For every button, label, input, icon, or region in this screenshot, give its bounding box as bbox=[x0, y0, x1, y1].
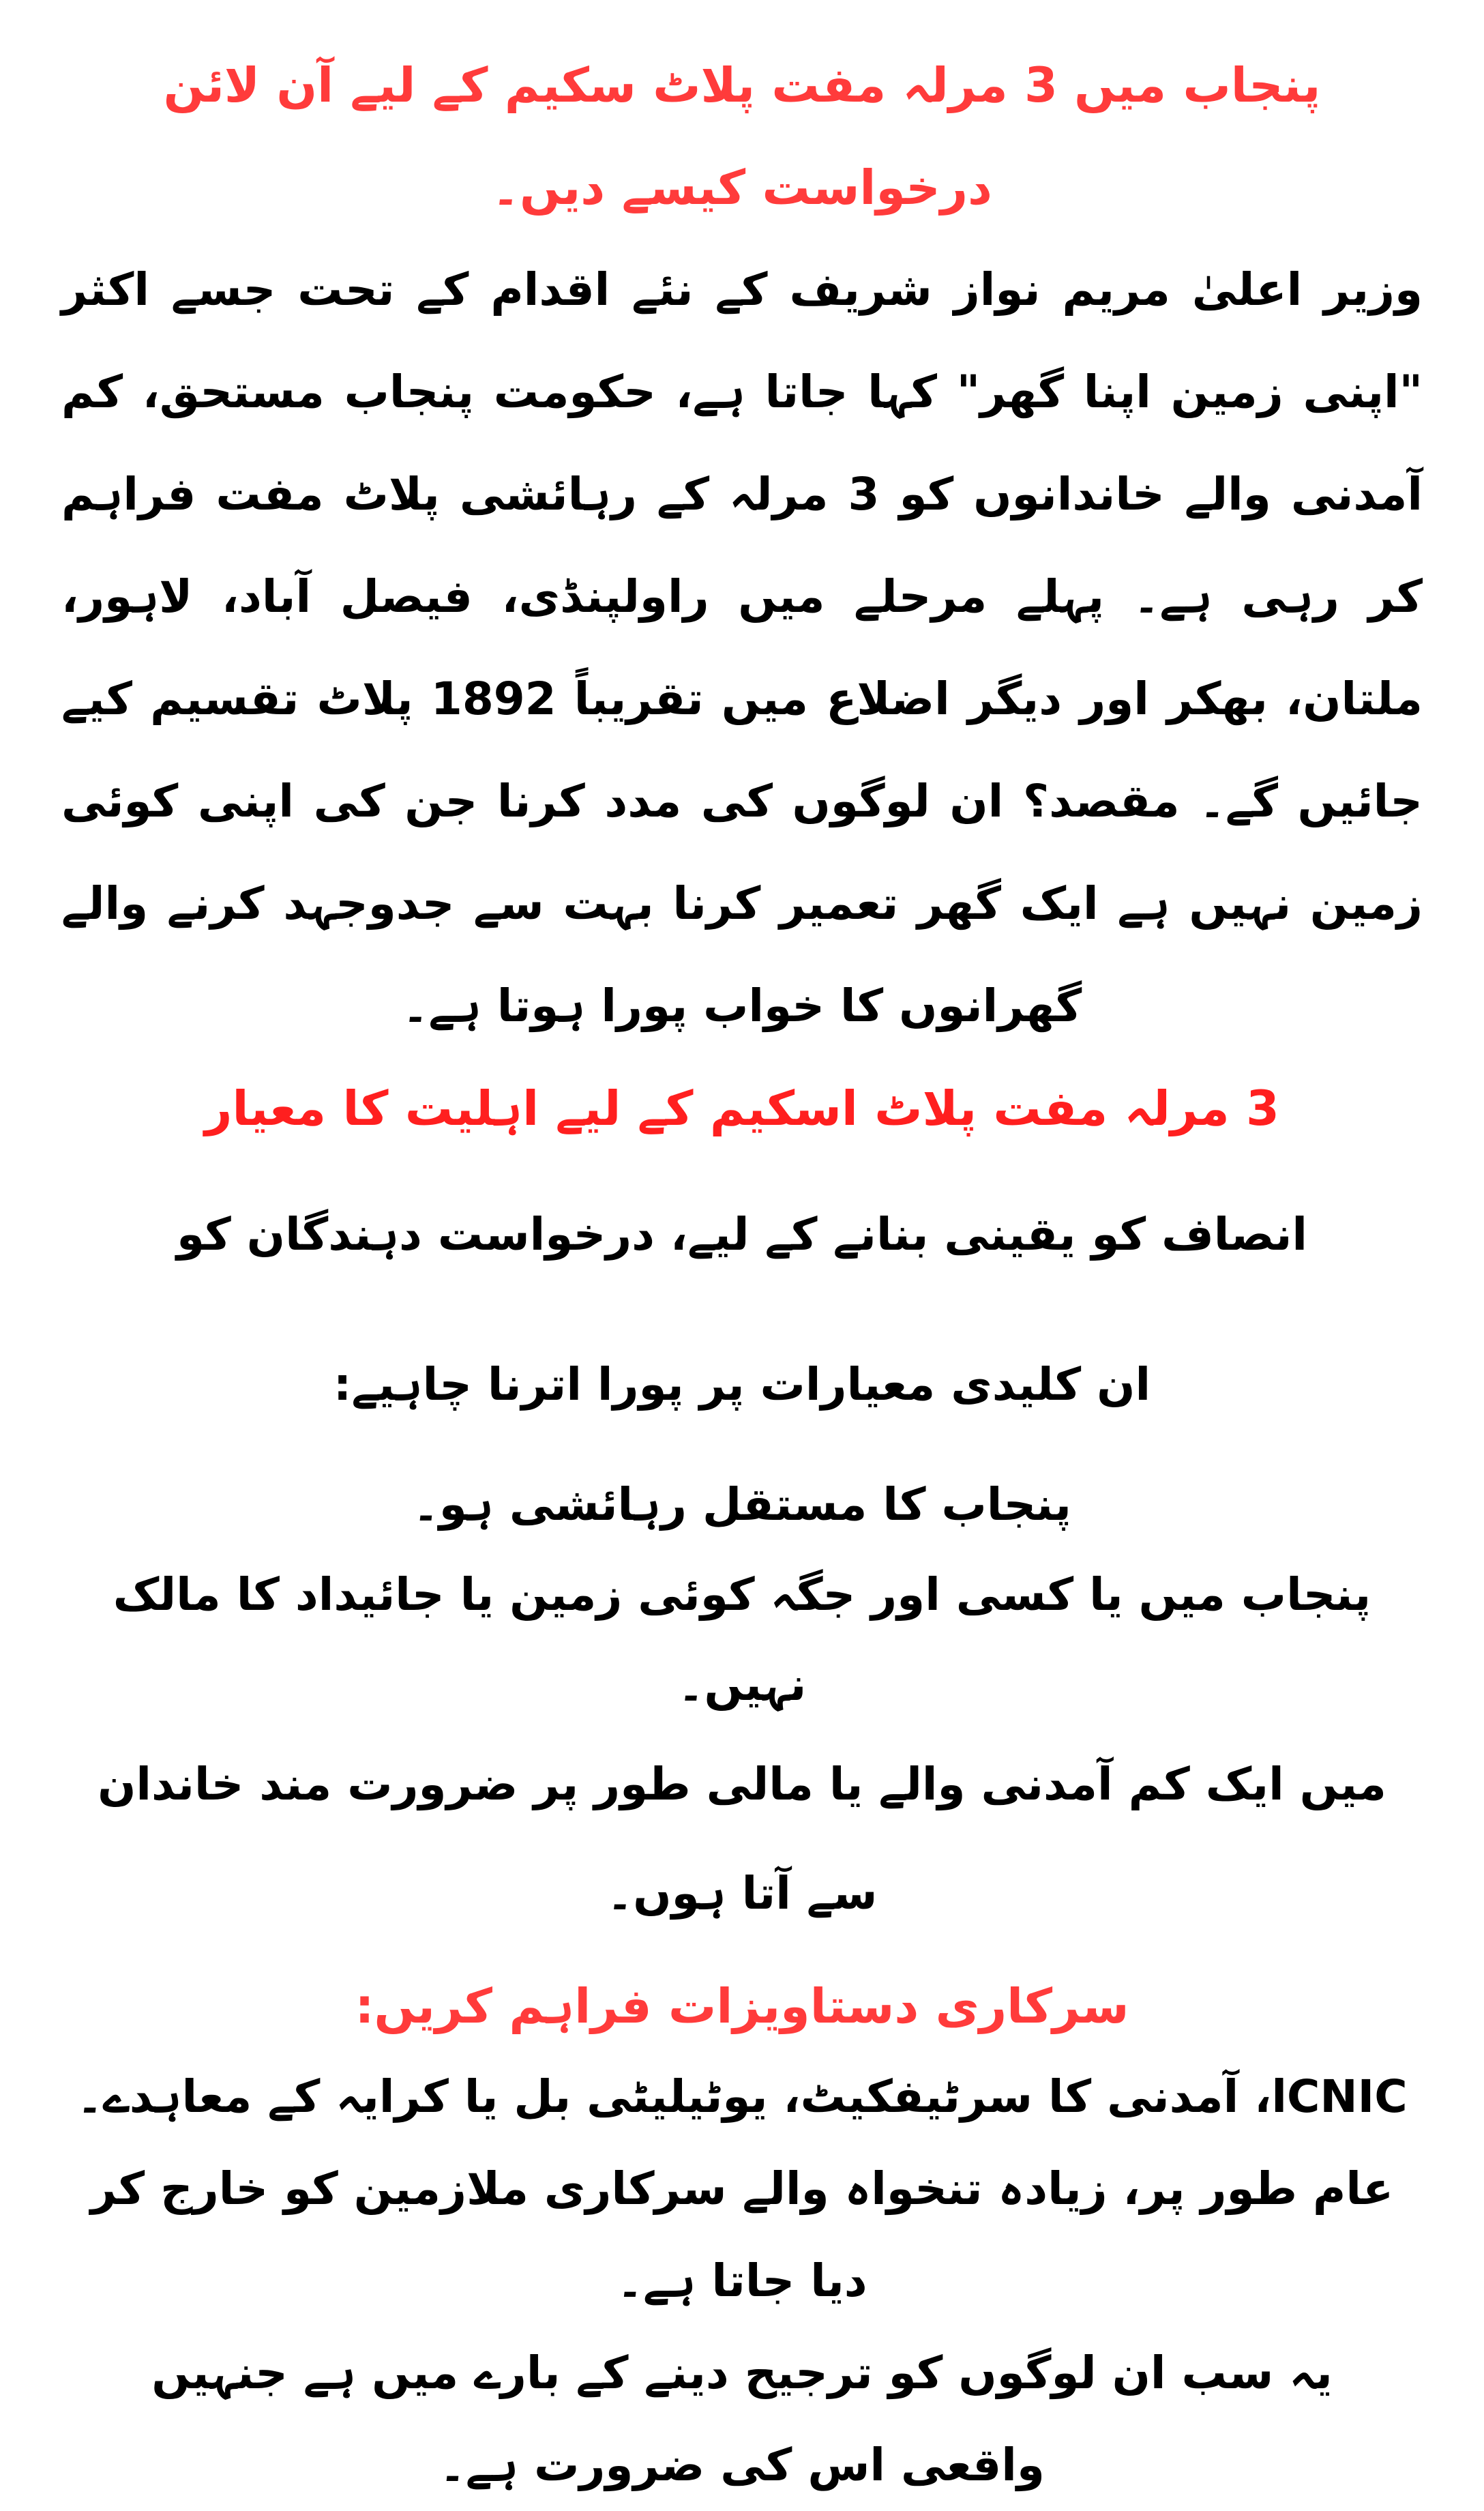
documents-line: CNICا، آمدنی کا سرٹیفکیٹ، یوٹیلیٹی بل یا کرایہ کے معاہدے۔ bbox=[76, 2070, 1408, 2123]
eligibility-item: میں ایک کم آمدنی والے یا مالی طور پر ضرورت مند خاندان سے آتا ہوں۔ bbox=[98, 1758, 1386, 1920]
eligibility-intro: انصاف کو یقینی بنانے کے لیے، درخواست دہندگان کو ان کلیدی معیارات پر پورا اترنا چاہیے: bbox=[177, 1208, 1307, 1411]
eligibility-heading: 3 مرلہ مفت پلاٹ اسکیم کے لیے اہلیت کا معیار bbox=[205, 1081, 1279, 1136]
documents-heading: سرکاری دستاویزات فراہم کریں: bbox=[355, 1978, 1129, 2034]
eligibility-item: پنجاب میں یا کسی اور جگہ کوئی زمین یا جائیداد کا مالک نہیں۔ bbox=[113, 1568, 1371, 1711]
documents-line: عام طور پر، زیادہ تنخواہ والے سرکاری ملازمین کو خارج کر دیا جاتا ہے۔ bbox=[90, 2162, 1394, 2307]
intro-paragraph: وزیر اعلیٰ مریم نواز شریف کے نئے اقدام کے تحت جسے اکثر "اپنی زمین اپنا گھر" کہا جاتا ہے، حکومت پنجاب مستحق، کم آمدنی والے خاندانوں کو 3 مرلہ کے رہائشی پلاٹ مفت فراہم کر رہی ہے۔ پہلے مرحلے میں راولپنڈی، فیصل آباد، لاہور، ملتان، بھکر اور دیگر اضلاع میں تقریباً 1892 پلاٹ تقسیم کیے جائیں گے۔ مقصد؟ ان لوگوں کی مدد کرنا جن کی اپنی کوئی زمین نہیں ہے ایک گھر تعمیر کرنا بہت سے جدوجہد کرنے والے گھرانوں کا خواب پورا ہوتا ہے۔ bbox=[61, 263, 1423, 1032]
page-title: پنجاب میں 3 مرلہ مفت پلاٹ سکیم کے لیے آن لائن درخواست کیسے دیں۔ bbox=[163, 57, 1321, 216]
eligibility-item: پنجاب کا مستقل رہائشی ہو۔ bbox=[413, 1478, 1071, 1531]
documents-line: یہ سب ان لوگوں کو ترجیح دینے کے بارے میں ہے جنہیں واقعی اس کی ضرورت ہے۔ bbox=[151, 2347, 1333, 2491]
